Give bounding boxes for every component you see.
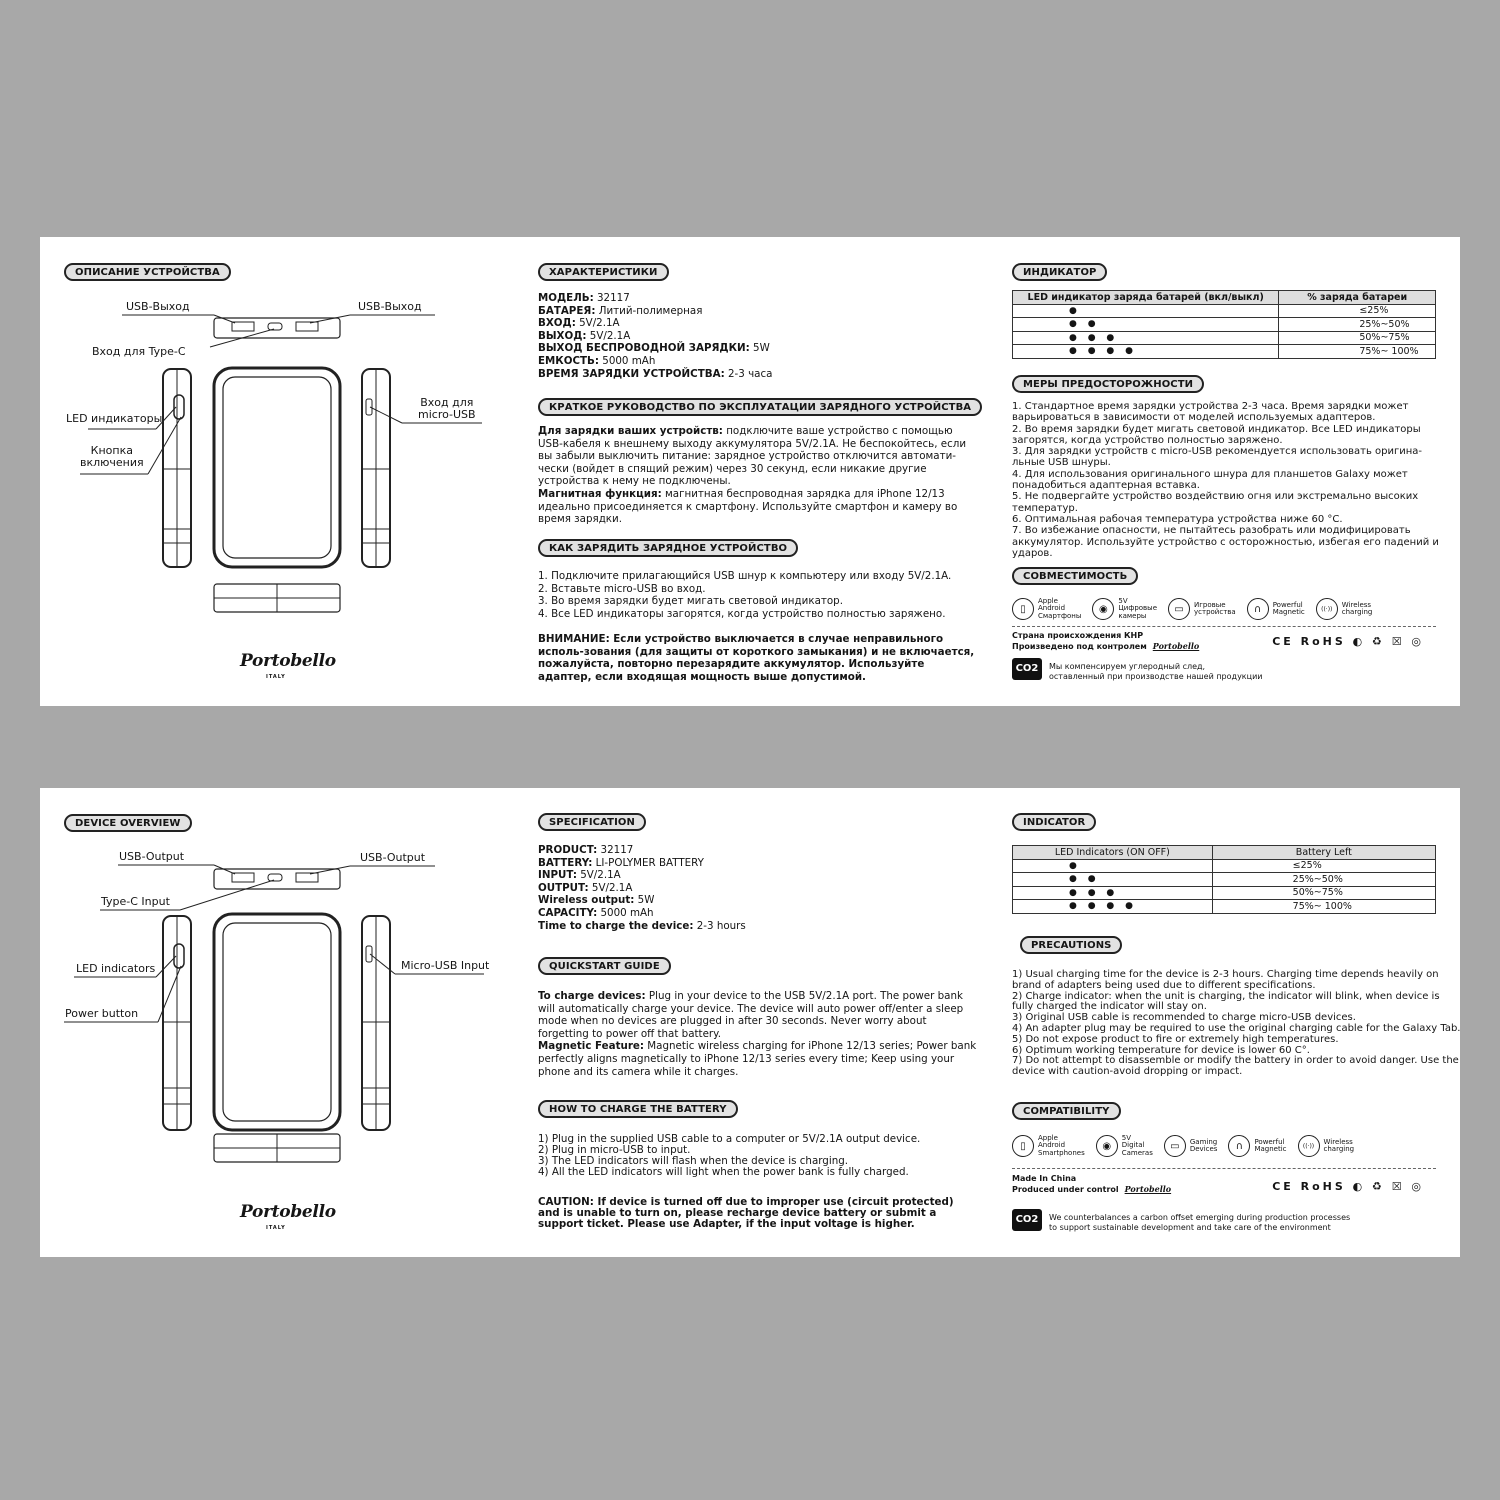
usb-output-right-label: USB-Output <box>360 851 426 864</box>
table-row: ● ● 25%~50% <box>1013 318 1436 332</box>
compat-item: ◉ 5V Digital Cameras <box>1096 1135 1153 1158</box>
table-header-row <box>1013 291 1436 305</box>
spec-list <box>538 844 978 932</box>
usb-output-left-label: USB-Выход <box>126 300 190 313</box>
compatibility-icons <box>1012 1132 1442 1160</box>
table-row: ● ● ● ● 75%~ 100% <box>1013 345 1436 359</box>
indicator-column <box>1012 788 1461 1257</box>
compat-item: ▯ Apple Android Smartphones <box>1012 1135 1085 1158</box>
section-title-specification: ХАРАКТЕРИСТИКИ <box>538 263 669 281</box>
device-overview-column <box>40 788 510 1257</box>
power-button-label: Кнопка включения <box>80 444 144 469</box>
section-title-indicator: ИНДИКАТОР <box>1012 263 1107 281</box>
spec-line: OUTPUT: 5V/2.1A <box>538 881 633 894</box>
leaflet-sheet-russian <box>40 237 1460 706</box>
spec-line: BATTERY: LI-POLYMER BATTERY <box>538 856 704 869</box>
precautions-text: 1. Стандартное время зарядки устройства 2-3 часа. Время зарядки может варьироваться в зависимости от моделей используемых адаптеров. 2. Во время зарядки будет мигать световой индикатор. Все LED индикаторы загорятся, когда устройство полностью заряжено. 3. Для зарядки устройств с micro-USB рекомендуется использовать оригина-льные USB шнуры. 4. Для использования оригинального шнура для планшетов Galaxy может понадобиться адаптерная вставка. 5. Не подвергайте устройство воздействию огня или экстремально высоких температур. 6. Оптимальная рабочая температура устройства ниже 60 °С. 7. Во избежание опасности, не пытайтесь разобрать или модифицировать аккумулятор. Используйте устройство с осторожностью, избегая его падений и ударов. <box>1012 401 1439 559</box>
section-title-quickstart: QUICKSTART GUIDE <box>538 957 671 975</box>
table-row: ● ≤25% <box>1013 859 1436 873</box>
compat-item: ▭ Игровые устройства <box>1168 598 1236 620</box>
table-header: % заряда батареи <box>1279 291 1436 305</box>
wireless-icon: ((·)) <box>1298 1135 1320 1157</box>
table-header: LED Indicators (ON OFF) <box>1013 846 1213 860</box>
specification-column <box>538 237 978 706</box>
spec-list <box>538 292 978 380</box>
type-c-input-label: Type-C Input <box>101 895 170 908</box>
spec-line: Wireless output: 5W <box>538 894 655 907</box>
portobello-logo: Portobello <box>240 1202 336 1222</box>
section-title-overview: ОПИСАНИЕ УСТРОЙСТВА <box>64 263 231 281</box>
how-to-charge-list <box>538 570 978 620</box>
gamepad-icon: ▭ <box>1164 1135 1186 1157</box>
table-row: ● ● 25%~50% <box>1013 873 1436 887</box>
list-item: 1. Подключите прилагающийся USB шнур к компьютеру или входу 5V/2.1A. <box>538 570 952 582</box>
section-title-quickstart: КРАТКОЕ РУКОВОДСТВО ПО ЭКСПЛУАТАЦИИ ЗАРЯДНОГО УСТРОЙСТВА <box>538 398 982 416</box>
table-row: ● ● ● ● 75%~ 100% <box>1013 900 1436 914</box>
origin-text: Made In China Produced under control Portobello <box>1012 1174 1172 1194</box>
micro-usb-input-label: Micro-USB Input <box>401 959 490 972</box>
table-row: ● ● ● 50%~75% <box>1013 886 1436 900</box>
divider <box>1012 626 1436 627</box>
list-item: 2. Вставьте micro-USB во вход. <box>538 582 706 595</box>
compat-item: ▯ Apple Android Смартфоны <box>1012 598 1081 621</box>
list-item: 3. Во время зарядки будет мигать световой индикатор. <box>538 595 843 608</box>
usb-output-left-label: USB-Output <box>119 850 185 863</box>
table-header: Battery Left <box>1212 846 1435 860</box>
magnet-icon: ∩ <box>1228 1135 1250 1157</box>
section-title-overview: DEVICE OVERVIEW <box>64 814 192 832</box>
compatibility-icons <box>1012 595 1442 623</box>
compat-item: ∩ Powerful Magnetic <box>1228 1135 1286 1157</box>
led-indicators-label: LED indicators <box>76 962 156 975</box>
type-c-input-label: Вход для Type-C <box>92 345 186 358</box>
list-item: 1) Plug in the supplied USB cable to a computer or 5V/2.1A output device. <box>538 1133 921 1145</box>
logo-subtitle: ITALY <box>266 674 286 680</box>
table-row: ● ≤25% <box>1013 304 1436 318</box>
compat-item: ((·)) Wireless charging <box>1298 1135 1355 1157</box>
certification-marks: CE RoHS ◐ ♻ ☒ ◎ <box>1272 1180 1424 1193</box>
how-to-charge-list <box>538 1134 978 1178</box>
list-item: 4) All the LED indicators will light when the power bank is fully charged. <box>538 1166 909 1178</box>
spec-line: МОДЕЛЬ: 32117 <box>538 292 630 304</box>
micro-usb-input-label: Вход для micro-USB <box>418 396 476 421</box>
indicator-column <box>1012 237 1452 706</box>
precautions-text: 1) Usual charging time for the device is 2-3 hours. Charging time depends heavily on brand of adapters being used due to different specifications. 2) Charge indicator: when the unit is charging, the indicator will blink, when device is fully charged the indicator will stay on. 3) Original USB cable is recommended to charge micro-USB devices. 4) An adapter plug may be required to use the original charging cable for the Galaxy Tab. 5) Do not expose product to fire or extremely high temperatures. 6) Optimum working temperature for device is lower 60 C°. 7) Do not attempt to disassemble or modify the battery in order to avoid danger. Use the device with caution-avoid dropping or impact. <box>1012 969 1461 1078</box>
section-title-how-to-charge: КАК ЗАРЯДИТЬ ЗАРЯДНОЕ УСТРОЙСТВО <box>538 539 798 557</box>
camera-icon: ◉ <box>1096 1135 1118 1157</box>
certification-marks: CE RoHS ◐ ♻ ☒ ◎ <box>1272 635 1424 648</box>
spec-line: ЕМКОСТЬ: 5000 mAh <box>538 354 656 367</box>
list-item: 4. Все LED индикаторы загорятся, когда устройство полностью заряжено. <box>538 607 946 620</box>
device-diagram <box>40 237 510 706</box>
power-button-label: Power button <box>65 1007 139 1020</box>
section-title-indicator: INDICATOR <box>1012 813 1096 831</box>
device-overview-column <box>40 237 510 706</box>
list-item: 3) The LED indicators will flash when the device is charging. <box>538 1155 849 1167</box>
quickstart-text: Для зарядки ваших устройств: подключите ваше устройство с помощью USB-кабеля к внешнему выходу аккумулятора 5V/2.1A. Не беспокойтесь, если вы забыли выключить питание: зарядное устройство отключится автомати-чески (войдет в спящий режим) через 30 секунд, если никакие другие устройства к нему не подключены. Магнитная функция: магнитная беспроводная зарядка для iPhone 12/13 идеально присоединяется к смартфону. Используйте смартфон и камеру во время зарядки. <box>538 425 967 526</box>
spec-line: CAPACITY: 5000 mAh <box>538 906 654 919</box>
section-title-how-to-charge: HOW TO CHARGE THE BATTERY <box>538 1100 738 1118</box>
logo-subtitle: ITALY <box>266 1225 286 1231</box>
compat-item: ((·)) Wireless charging <box>1316 598 1373 620</box>
gamepad-icon: ▭ <box>1168 598 1190 620</box>
section-title-precautions: МЕРЫ ПРЕДОСТОРОЖНОСТИ <box>1012 375 1204 393</box>
spec-line: ВХОД: 5V/2.1A <box>538 317 620 330</box>
section-title-specification: SPECIFICATION <box>538 813 646 831</box>
spec-line: INPUT: 5V/2.1A <box>538 869 621 882</box>
usb-output-right-label: USB-Выход <box>358 300 422 313</box>
compat-item: ▭ Gaming Devices <box>1164 1135 1218 1157</box>
quickstart-text: To charge devices: Plug in your device to the USB 5V/2.1A port. The power bank will automatically charge your device. The device will auto power off/enter a sleep mode when no devices are plugged in after 30 seconds. Never worry about forgetting to power off that battery. Magnetic Feature: Magnetic wireless charging for iPhone 12/13 series; Power bank perfectly aligns magnetically to iPhone 12/13 series every time; Keep using your phone and its camera while it charges. <box>538 990 977 1078</box>
spec-line: ВРЕМЯ ЗАРЯДКИ УСТРОЙСТВА: 2-3 часа <box>538 367 773 380</box>
phone-icon: ▯ <box>1012 598 1034 620</box>
indicator-table <box>1012 845 1436 914</box>
compat-item: ∩ Powerful Magnetic <box>1247 598 1305 620</box>
spec-line: PRODUCT: 32117 <box>538 844 634 856</box>
wireless-icon: ((·)) <box>1316 598 1338 620</box>
caution-text: CAUTION: If device is turned off due to improper use (circuit protected) and is unable to turn on, please recharge device battery or submit a support ticket. Please use Adapter, if the input voltage is higher. <box>538 1196 954 1230</box>
section-title-precautions: PRECAUTIONS <box>1020 936 1122 954</box>
magnet-icon: ∩ <box>1247 598 1269 620</box>
table-header-row <box>1013 846 1436 860</box>
section-title-compatibility: СОВМЕСТИМОСТЬ <box>1012 567 1138 585</box>
table-header: LED индикатор заряда батарей (вкл/выкл) <box>1013 291 1279 305</box>
camera-icon: ◉ <box>1092 598 1114 620</box>
device-diagram <box>40 788 510 1257</box>
co2-icon: CO2 <box>1012 1209 1042 1231</box>
spec-line: БАТАРЕЯ: Литий-полимерная <box>538 304 703 317</box>
divider <box>1012 1168 1436 1169</box>
portobello-logo: Portobello <box>240 651 336 671</box>
co2-icon: CO2 <box>1012 658 1042 680</box>
origin-text: Страна происхождения КНР Произведено под контролем Portobello <box>1012 631 1200 651</box>
led-indicators-label: LED индикаторы <box>66 412 163 425</box>
compat-item: ◉ 5V Цифровые камеры <box>1092 598 1157 621</box>
caution-text: ВНИМАНИЕ: Если устройство выключается в случае неправильного исполь-зования (для защиты от короткого замыкания) и не включается, пожалуйста, повторно перезарядите аккумулятор. Используйте адаптер, если входящая мощность выше допустимой. <box>538 633 975 683</box>
table-row: ● ● ● 50%~75% <box>1013 331 1436 345</box>
spec-line: Time to charge the device: 2-3 hours <box>538 919 746 932</box>
phone-icon: ▯ <box>1012 1135 1034 1157</box>
specification-column <box>538 788 978 1257</box>
co2-text: Мы компенсируем углеродный след, оставленный при производстве нашей продукции <box>1049 662 1263 681</box>
co2-text: We counterbalances a carbon offset emerging during production processes to support sustainable development and take care of the environment <box>1049 1213 1351 1232</box>
section-title-compatibility: COMPATIBILITY <box>1012 1102 1121 1120</box>
list-item: 2) Plug in micro-USB to input. <box>538 1144 691 1156</box>
leaflet-sheet-english <box>40 788 1460 1257</box>
spec-line: ВЫХОД: 5V/2.1A <box>538 329 631 342</box>
spec-line: ВЫХОД БЕСПРОВОДНОЙ ЗАРЯДКИ: 5W <box>538 342 770 355</box>
indicator-table <box>1012 290 1436 359</box>
